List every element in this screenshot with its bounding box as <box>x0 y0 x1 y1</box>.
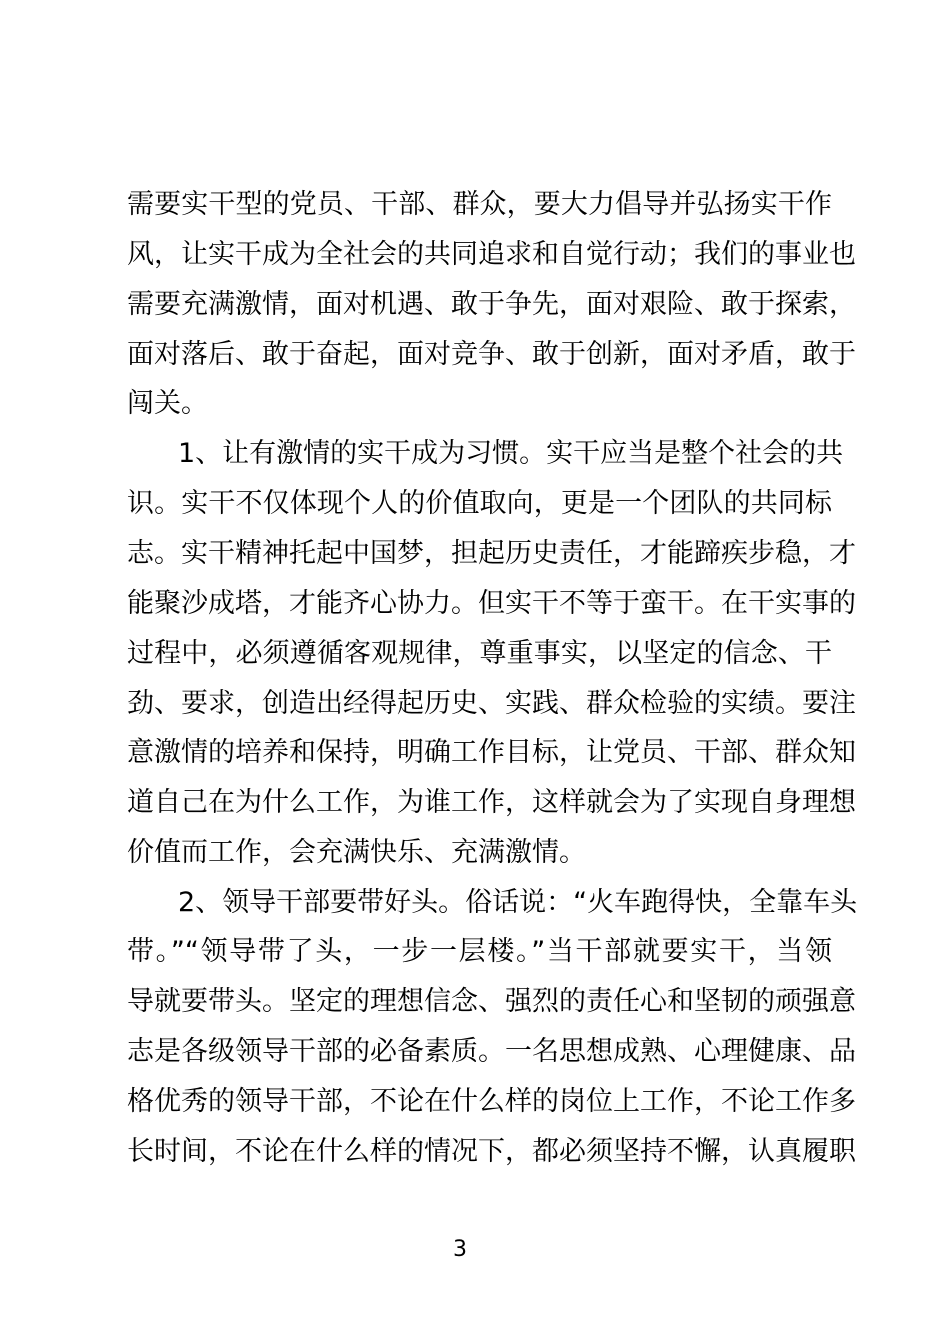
text-line: 志。实干精神托起中国梦，担起历史责任，才能蹄疾步稳，才 <box>127 538 856 569</box>
text-line: 需要充满激情，面对机遇、敢于争先，面对艰险、敢于探索， <box>127 289 856 320</box>
text-line: 能聚沙成塔，才能齐心协力。但实干不等于蛮干。在干实事的 <box>127 588 856 619</box>
text-line: 道自己在为什么工作，为谁工作，这样就会为了实现自身理想 <box>127 787 856 818</box>
text-line: 1、让有激情的实干成为习惯。实干应当是整个社会的共 <box>178 438 844 469</box>
text-line: 志是各级领导干部的必备素质。一名思想成熟、心理健康、品 <box>127 1036 856 1067</box>
text-line: 劲、要求，创造出经得起历史、实践、群众检验的实绩。要注 <box>127 688 856 719</box>
page-number: 3 <box>453 1237 467 1262</box>
text-line: 长时间，不论在什么样的情况下，都必须坚持不懈，认真履职 <box>127 1136 856 1167</box>
text-line: 带。”“领导带了头，一步一层楼。”当干部就要实干，当领 <box>127 936 832 967</box>
text-line: 识。实干不仅体现个人的价值取向，更是一个团队的共同标 <box>127 488 832 519</box>
text-line: 过程中，必须遵循客观规律，尊重事实，以坚定的信念、干 <box>127 638 832 669</box>
text-line: 需要实干型的党员、干部、群众，要大力倡导并弘扬实干作 <box>127 189 832 220</box>
text-line: 导就要带头。坚定的理想信念、强烈的责任心和坚韧的顽强意 <box>127 986 856 1017</box>
text-line: 意激情的培养和保持，明确工作目标，让党员、干部、群众知 <box>127 737 856 768</box>
text-line: 格优秀的领导干部，不论在什么样的岗位上工作，不论工作多 <box>127 1086 856 1117</box>
text-line: 面对落后、敢于奋起，面对竞争、敢于创新，面对矛盾，敢于 <box>127 339 856 370</box>
text-line: 风，让实干成为全社会的共同追求和自觉行动；我们的事业也 <box>127 239 856 270</box>
text-line: 2、领导干部要带好头。俗话说：“火车跑得快，全靠车头 <box>178 887 858 918</box>
text-line: 价值而工作，会充满快乐、充满激情。 <box>127 837 586 868</box>
text-line: 闯关。 <box>127 388 208 419</box>
